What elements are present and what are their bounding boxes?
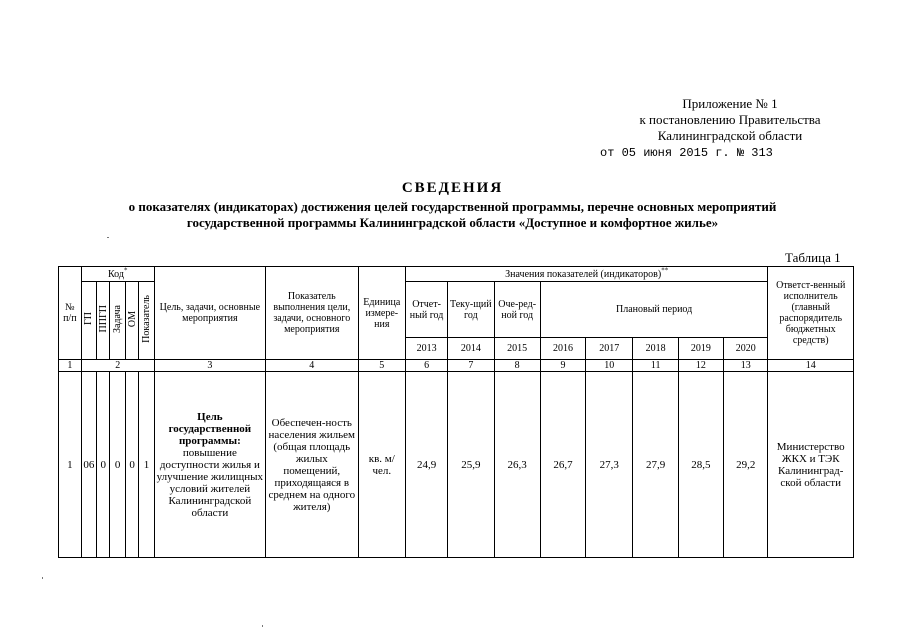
document-heading: СВЕДЕНИЯ <box>401 180 504 196</box>
document-subtitle-line2: государственной программы Калининградской области «Доступное и комфортное жилье» <box>186 215 719 230</box>
row-responsible: Министерство ЖКХ и ТЭК Калининград-ской области <box>768 372 854 558</box>
header-code-label: Код <box>107 268 124 280</box>
column-number: 1 <box>59 360 82 372</box>
header-code-indicator <box>139 282 155 360</box>
column-number: 7 <box>448 360 494 372</box>
header-code-ppgp <box>97 282 110 360</box>
header-code <box>81 267 154 282</box>
column-number: 11 <box>633 360 678 372</box>
column-number: 12 <box>678 360 723 372</box>
header-year: 2013 <box>405 338 447 360</box>
row-num: 1 <box>59 372 82 558</box>
row-unit: кв. м/ чел. <box>358 372 405 558</box>
header-year: 2018 <box>633 338 678 360</box>
row-goal-title: Цель государственной программы: <box>168 410 252 447</box>
header-year: 2017 <box>586 338 633 360</box>
document-subtitle-line1: о показателях (индикаторах) достижения целей государственной программы, перечне основных мероприятий <box>128 199 777 214</box>
header-indicator: Показатель выполнения цели, задачи, основного мероприятия <box>265 267 358 360</box>
header-year: 2016 <box>540 338 585 360</box>
appendix-title: Приложение № 1 <box>682 96 778 111</box>
column-number: 14 <box>768 360 854 372</box>
appendix-decree: к постановлению Правительства <box>639 112 821 127</box>
header-code-om <box>125 282 138 360</box>
column-number: 2 <box>81 360 154 372</box>
header-values-label: Значения показателей (индикаторов) <box>505 268 662 280</box>
column-number: 5 <box>358 360 405 372</box>
row-code-task: 0 <box>110 372 125 558</box>
row-code-gp: 06 <box>81 372 96 558</box>
header-values-mark: ** <box>661 266 669 275</box>
header-code-task <box>110 282 125 360</box>
header-code-mark: * <box>123 266 128 275</box>
header-code-ppgp-label: ППГП <box>98 305 110 333</box>
header-current-year: Теку-щий год <box>448 282 494 338</box>
header-code-task-label: Задача <box>112 304 124 334</box>
header-code-indicator-label: Показатель <box>141 295 153 343</box>
header-goal: Цель, задачи, основные мероприятия <box>154 267 265 360</box>
date-prefix: от <box>600 146 615 160</box>
header-year: 2020 <box>724 338 768 360</box>
row-value-2016: 26,7 <box>540 372 585 558</box>
header-code-gp <box>81 282 96 360</box>
table-row <box>59 372 854 558</box>
header-responsible: Ответст-венный исполнитель (главный распорядитель бюджетных средств) <box>768 267 854 360</box>
header-year: 2014 <box>448 338 494 360</box>
row-code-ppgp: 0 <box>97 372 110 558</box>
row-value-2014: 25,9 <box>448 372 494 558</box>
header-values <box>405 267 767 282</box>
header-unit: Единица измере-ния <box>358 267 405 360</box>
header-plan-period: Плановый период <box>540 282 768 338</box>
indicators-table <box>58 266 854 558</box>
scan-speck <box>42 577 43 579</box>
scan-speck <box>107 237 109 238</box>
header-year: 2019 <box>678 338 723 360</box>
row-value-2019: 28,5 <box>678 372 723 558</box>
row-goal <box>154 372 265 558</box>
row-value-2018: 27,9 <box>633 372 678 558</box>
scan-speck <box>262 625 263 627</box>
row-value-2020: 29,2 <box>724 372 768 558</box>
header-num: № п/п <box>59 267 82 360</box>
header-code-om-label: ОМ <box>126 310 138 328</box>
column-number: 10 <box>586 360 633 372</box>
number-prefix: № <box>736 146 745 160</box>
header-report-year: Отчет-ный год <box>405 282 447 338</box>
appendix-region: Калининградской области <box>657 128 803 143</box>
decree-date: 05 июня 2015 г. <box>621 146 730 160</box>
column-number: 13 <box>724 360 768 372</box>
row-value-2017: 27,3 <box>586 372 633 558</box>
header-next-year: Оче-ред-ной год <box>494 282 540 338</box>
row-indicator: Обеспечен-ность населения жильем (общая площадь жилых помещений, приходящаяся в среднем на одного жителя) <box>265 372 358 558</box>
column-number: 4 <box>265 360 358 372</box>
header-year: 2015 <box>494 338 540 360</box>
row-value-2015: 26,3 <box>494 372 540 558</box>
decree-number: 313 <box>751 146 773 160</box>
column-number: 9 <box>540 360 585 372</box>
column-number: 3 <box>154 360 265 372</box>
column-number: 6 <box>405 360 447 372</box>
row-value-2013: 24,9 <box>405 372 447 558</box>
column-number: 8 <box>494 360 540 372</box>
row-code-om: 0 <box>125 372 138 558</box>
appendix-date-line <box>600 145 790 161</box>
table-label: Таблица 1 <box>785 250 841 265</box>
header-code-gp-label: ГП <box>83 312 95 326</box>
row-goal-text: повышение доступности жилья и улучшение жилищных условий жителей Калининградской области <box>156 446 264 519</box>
row-code-indicator: 1 <box>139 372 155 558</box>
